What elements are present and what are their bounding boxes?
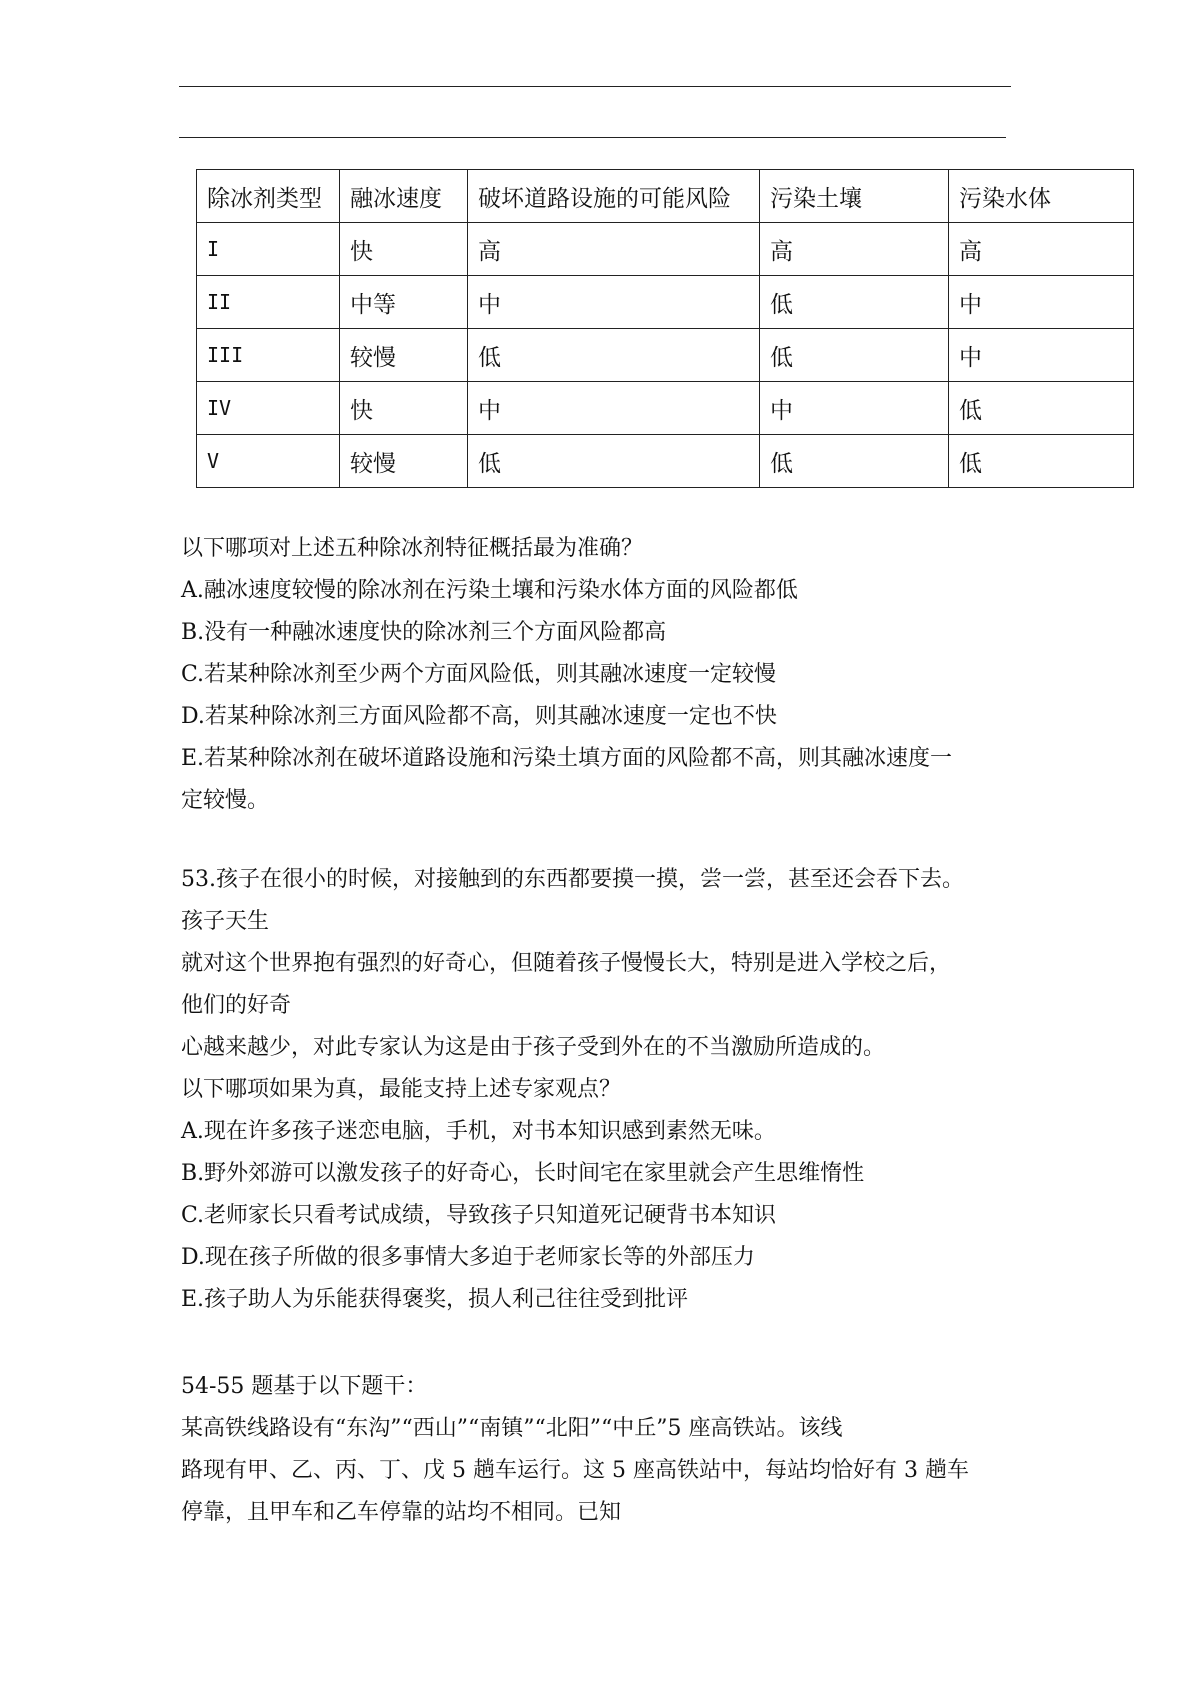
question-stem-line: 某高铁线路设有“东沟”“西山”“南镇”“北阳”“中丘”5 座高铁站。该线	[181, 1416, 843, 1441]
question-stem-line: 孩子天生	[181, 909, 270, 934]
answer-option-c: C.老师家长只看考试成绩，导致孩子只知道死记硬背书本知识	[181, 1203, 777, 1228]
table-cell: 中	[760, 382, 949, 435]
table-header-row	[197, 170, 1134, 223]
answer-option-a: A.现在许多孩子迷恋电脑，手机，对书本知识感到素然无味。	[181, 1119, 776, 1144]
section-heading: 54-55 题基于以下题干：	[181, 1374, 428, 1399]
question-stem-line: 他们的好奇	[181, 993, 292, 1018]
table-cell: 中	[468, 382, 760, 435]
table-cell: 中	[468, 276, 760, 329]
table-cell: 低	[760, 329, 949, 382]
table-header-cell: 融冰速度	[340, 170, 468, 223]
table-cell: 低	[468, 435, 760, 488]
answer-option-d: D.若某种除冰剂三方面风险都不高，则其融冰速度一定也不快	[181, 704, 777, 729]
question-stem-line: 停靠，且甲车和乙车停靠的站均不相同。已知	[181, 1500, 622, 1525]
table-row	[197, 223, 1134, 276]
answer-option-e-line-2: 定较慢。	[181, 788, 270, 813]
table-cell: 较慢	[340, 329, 468, 382]
answer-option-c: C.若某种除冰剂至少两个方面风险低，则其融冰速度一定较慢	[181, 662, 777, 687]
answer-line-2	[179, 137, 1006, 138]
table-row	[197, 382, 1134, 435]
table-cell: IV	[197, 382, 340, 435]
question-prompt: 以下哪项如果为真，最能支持上述专家观点？	[181, 1077, 622, 1102]
table-row	[197, 329, 1134, 382]
question-prompt: 以下哪项对上述五种除冰剂特征概括最为准确？	[181, 536, 644, 561]
question-stem-line: 就对这个世界抱有强烈的好奇心，但随着孩子慢慢长大，特别是进入学校之后，	[181, 951, 952, 976]
table-cell: 快	[340, 223, 468, 276]
table-cell: 低	[760, 435, 949, 488]
question-52-block	[181, 528, 1021, 822]
answer-option-b: B.野外郊游可以激发孩子的好奇心，长时间宅在家里就会产生思维惰性	[181, 1161, 865, 1186]
table-cell: 低	[949, 435, 1134, 488]
answer-option-b: B.没有一种融冰速度快的除冰剂三个方面风险都高	[181, 620, 667, 645]
question-53-block	[181, 859, 1021, 1321]
table-cell: 高	[468, 223, 760, 276]
answer-line-1	[179, 86, 1011, 87]
answer-option-e: E.孩子助人为乐能获得褒奖，损人利己往往受到批评	[181, 1287, 689, 1312]
table-cell: II	[197, 276, 340, 329]
table-header-cell: 污染土壤	[760, 170, 949, 223]
table-cell: 中等	[340, 276, 468, 329]
answer-option-a: A.融冰速度较慢的除冰剂在污染土壤和污染水体方面的风险都低	[181, 578, 798, 603]
table-row	[197, 435, 1134, 488]
question-stem-line: 53.孩子在很小的时候，对接触到的东西都要摸一摸，尝一尝，甚至还会吞下去。	[181, 867, 964, 892]
table-cell: 高	[760, 223, 949, 276]
table-cell: 低	[468, 329, 760, 382]
table-cell: 低	[949, 382, 1134, 435]
table-cell: V	[197, 435, 340, 488]
table-cell: 低	[760, 276, 949, 329]
table-cell: 高	[949, 223, 1134, 276]
answer-option-e-line-1: E.若某种除冰剂在破坏道路设施和污染土填方面的风险都不高，则其融冰速度一	[181, 746, 953, 771]
deicer-table	[196, 169, 1134, 488]
answer-option-d: D.现在孩子所做的很多事情大多迫于老师家长等的外部压力	[181, 1245, 755, 1270]
table-cell: 中	[949, 276, 1134, 329]
table-row	[197, 276, 1134, 329]
table-header-cell: 破坏道路设施的可能风险	[468, 170, 760, 223]
table-cell: III	[197, 329, 340, 382]
table-cell: I	[197, 223, 340, 276]
table-cell: 快	[340, 382, 468, 435]
question-54-55-block	[181, 1366, 1021, 1534]
table-cell: 中	[949, 329, 1134, 382]
table-cell: 较慢	[340, 435, 468, 488]
table-header-cell: 污染水体	[949, 170, 1134, 223]
question-stem-line: 路现有甲、乙、丙、丁、戊 5 趟车运行。这 5 座高铁站中，每站均恰好有 3 趟车	[181, 1458, 969, 1483]
question-stem-line: 心越来越少，对此专家认为这是由于孩子受到外在的不当激励所造成的。	[181, 1035, 886, 1060]
table-header-cell: 除冰剂类型	[197, 170, 340, 223]
